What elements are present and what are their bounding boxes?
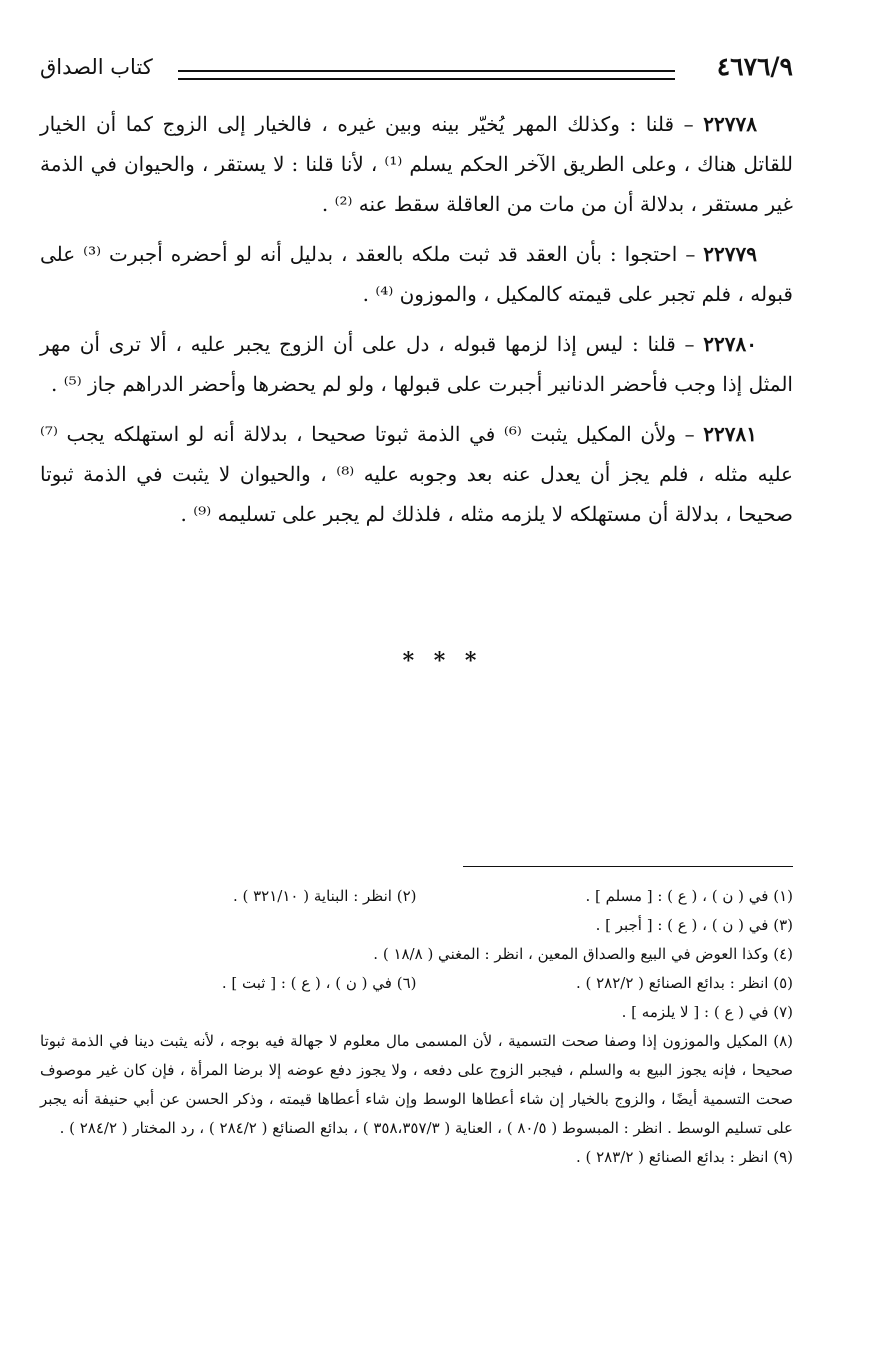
paragraph-text: – ولأن المكيل يثبت ⁽⁶⁾ في الذمة ثبوتا صحيحا ، بدلالة أنه لو استهلكه يجب ⁽⁷⁾ عليه مثله ، فلم يجز أن يعدل عنه بعد وجوبه عليه ⁽⁸⁾ ، والحيوان لا يثبت في الذمة ثبوتا صحيحا ، بدلالة أن مستهلكه لا يلزمه مثله ، فلذلك لم يجبر على تسليمه ⁽⁹⁾ . <box>40 422 793 526</box>
footnote: (٤) وكذا العوض في البيع والصداق المعين ، انظر : المغني ( ١٨/٨ ) . <box>373 945 793 963</box>
main-text <box>40 104 793 544</box>
footnote: (٦) في ( ن ) ، ( ع ) : [ ثبت ] . <box>221 974 417 992</box>
header-double-rule <box>178 70 675 80</box>
paragraph <box>40 414 793 534</box>
paragraph-number: ٢٢٧٨٠ <box>703 332 757 356</box>
paragraph-number: ٢٢٧٧٩ <box>703 242 758 266</box>
footnote-divider <box>463 866 793 867</box>
footnote-row <box>40 969 793 998</box>
footnote: (٢) انظر : البناية ( ٣٢١/١٠ ) . <box>232 887 417 905</box>
footnotes <box>40 882 793 1172</box>
paragraph-text: – قلنا : ليس إذا لزمها قبوله ، دل على أن الزوج يجبر عليه ، ألا ترى أن مهر المثل إذا وجب فأحضر الدنانير أجبرت على قبولها ، ولو لم يحضرها وأحضر الدراهم جاز ⁽⁵⁾ . <box>40 332 793 396</box>
paragraph <box>40 324 793 404</box>
footnote: (٧) في ( ع ) : [ لا يلزمه ] . <box>621 1003 793 1021</box>
footnote: (١) في ( ن ) ، ( ع ) : [ مسلم ] . <box>585 887 793 905</box>
paragraph-number: ٢٢٧٨١ <box>703 422 757 446</box>
footnote: (٨) المكيل والموزون إذا وصفا صحت التسمية ، لأن المسمى مال معلوم لا جهالة فيه بوجه ، لأنه يثبت دينا في الذمة ثبوتا صحيحا ، فإنه يجوز البيع به والسلم ، فيجبر الزوج على دفعه ، ولا يجوز دفع عوضه إلا برضا المرأة ، فإن كان غير موصوف صحت التسمية أيضًا ، والزوج بالخيار إن شاء أعطاها الوسط وإن شاء أعطاها قيمته ، وذكر الحسن عن أبي حنيفة أنه يجبر على تسليم الوسط . انظر : المبسوط ( ٨٠/٥ ) ، العناية ( ٣٥٨،٣٥٧/٣ ) ، بدائع الصنائع ( ٢٨٤/٢ ) ، رد المختار ( ٢٨٤/٢ ) . <box>40 1032 793 1137</box>
paragraph-text: – احتجوا : بأن العقد قد ثبت ملكه بالعقد ، بدليل أنه لو أحضره أجبرت ⁽³⁾ على قبوله ، فلم تجبر على قيمته كالمكيل ، والموزون ⁽⁴⁾ . <box>40 242 793 306</box>
book-title: كتاب الصداق <box>40 55 153 79</box>
paragraph-text: – قلنا : وكذلك المهر يُخيّر بينه وبين غيره ، فالخيار إلى الزوج كما أن الخيار للقاتل هناك ، وعلى الطريق الآخر الحكم يسلم ⁽¹⁾ ، لأنا قلنا : لا يستقر ، والحيوان في الذمة غير مستقر ، بدلالة أن من مات من العاقلة سقط عنه ⁽²⁾ . <box>40 112 793 216</box>
paragraph <box>40 234 793 314</box>
paragraph <box>40 104 793 224</box>
paragraph-number: ٢٢٧٧٨ <box>703 112 757 136</box>
footnote: (٣) في ( ن ) ، ( ع ) : [ أجبر ] . <box>595 916 793 934</box>
footnote: (٥) انظر : بدائع الصنائع ( ٢٨٢/٢ ) . <box>575 974 793 992</box>
footnote-row <box>40 882 793 911</box>
page-reference: ٤٦٧٦/٩ <box>716 52 793 81</box>
page-header <box>40 48 793 88</box>
footnote: (٩) انظر : بدائع الصنائع ( ٢٨٣/٢ ) . <box>575 1148 793 1166</box>
section-separator: * * * <box>402 648 483 674</box>
